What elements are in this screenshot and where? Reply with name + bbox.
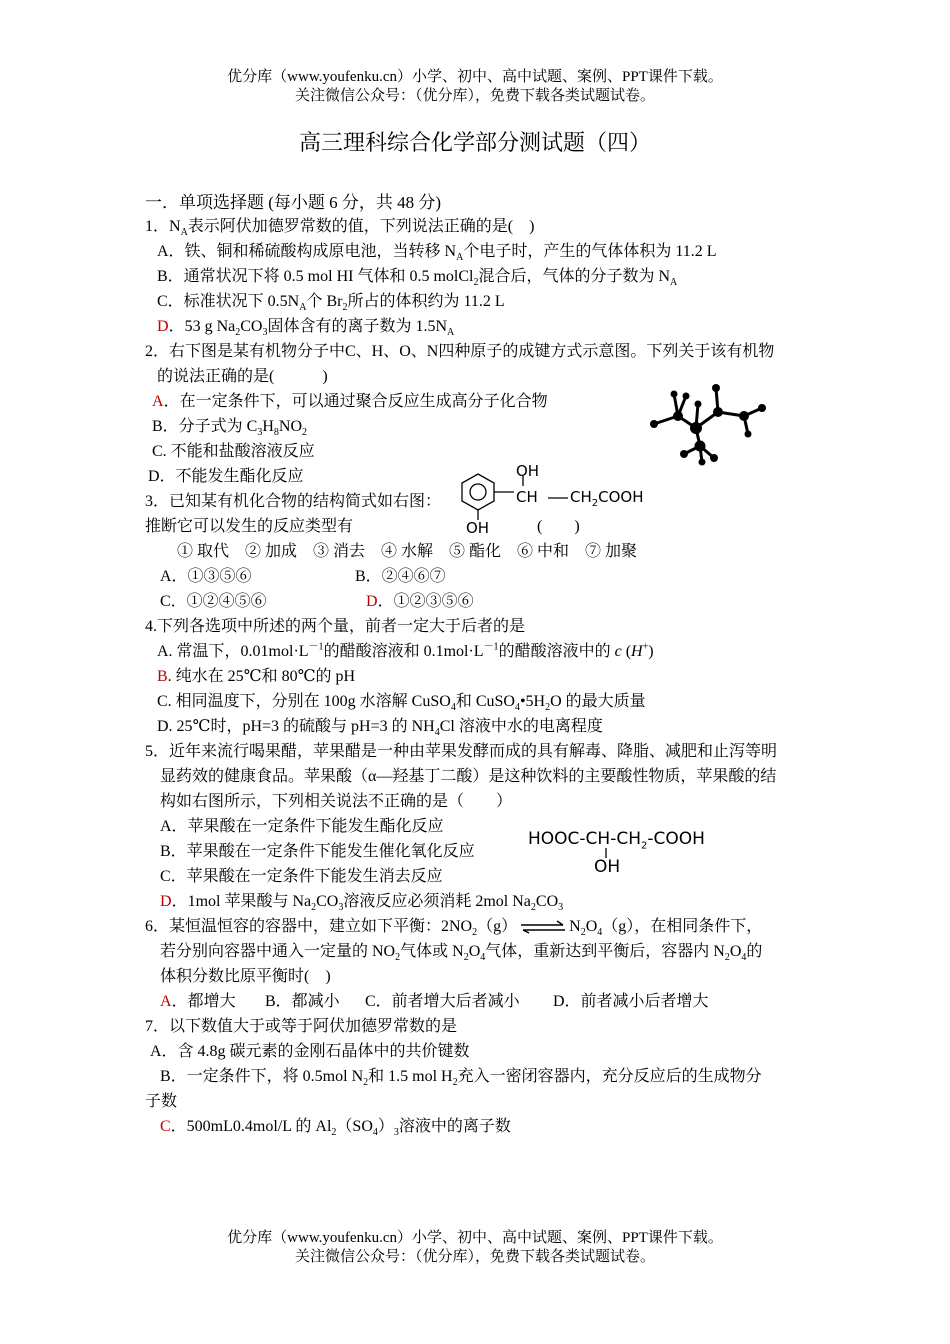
q2-option-c: C. 不能和盐酸溶液反应 <box>152 443 315 460</box>
q3-oh-top: OH <box>516 462 540 480</box>
q3-ch-group: CH <box>516 488 538 506</box>
q3-side-chain: $CH_2COOH$ <box>570 488 644 509</box>
q6-option-b: B．都减小 <box>265 993 340 1010</box>
footer-line-1: 优分库（www.youfenku.cn）小学、初中、高中试题、案例、PPT课件下载。 <box>227 1230 723 1246</box>
q7-option-a: A．含 4.8g 碳元素的金刚石晶体中的共价键数 <box>150 1043 470 1060</box>
equilibrium-arrow-icon <box>519 920 567 934</box>
q2-option-a: A．在一定条件下，可以通过聚合反应生成高分子化合物 <box>152 393 548 410</box>
section-heading: 一．单项选择题 (每小题 6 分，共 48 分) <box>145 193 442 212</box>
q3-option-a: A．①③⑤⑥ <box>160 568 252 585</box>
q5-option-d: D．1mol 苹果酸与 $Na_2CO_3$溶液反应必须消耗 2mol $Na_2CO_3$ <box>160 893 564 914</box>
q4-option-b: B. 纯水在 25℃和 80℃的 pH <box>157 668 356 685</box>
header-line-1: 优分库（www.youfenku.cn）小学、初中、高中试题、案例、PPT课件下载。 <box>227 69 723 85</box>
q5-stem-line-2: 显药效的健康食品。苹果酸（α—羟基丁二酸）是这种饮料的主要酸性物质，苹果酸的结 <box>160 768 777 785</box>
q1-option-c: C．标准状况下 $0.5N_A$个 $Br_2$所占的体积约为 11.2 L <box>157 293 505 314</box>
page-title: 高三理科综合化学部分测试题（四） <box>298 131 651 156</box>
q2-stem-line-2: 的说法正确的是( ) <box>157 368 328 385</box>
q5-stem-line-3: 构如右图所示，下列相关说法不正确的是（ ） <box>160 793 513 810</box>
q1-stem: 1．$N_A$表示阿伏加德罗常数的值，下列说法正确的是( ) <box>145 218 535 239</box>
q5-option-a: A．苹果酸在一定条件下能发生酯化反应 <box>160 818 444 835</box>
ball-stick-model-figure <box>640 380 770 470</box>
q7-stem: 7．以下数值大于或等于阿伏加德罗常数的是 <box>145 1018 458 1035</box>
q5-option-b: B．苹果酸在一定条件下能发生催化氧化反应 <box>160 843 475 860</box>
q1-option-a: A．铁、铜和稀硫酸构成原电池，当转移 $N_A$个电子时，产生的气体体积为 11.2 L <box>157 243 717 264</box>
q4-stem: 4.下列各选项中所述的两个量，前者一定大于后者的是 <box>145 618 526 635</box>
q6-stem-line-3: 体积分数比原平衡时( ) <box>160 968 331 985</box>
q3-stem-line-1: 3．已知某有机化合物的结构简式如右图： <box>145 493 442 510</box>
q6-stem-line-2: 若分别向容器中通入一定量的 $NO_2$气体或 $N_2O_4$气体，重新达到平衡后，容器内 $N_2O_4$的 <box>160 943 763 964</box>
q3-oh-bottom: OH <box>466 519 490 537</box>
malic-acid-oh: OH <box>594 857 621 877</box>
q1-option-d: D．53 g $Na_2CO_3$固体含有的离子数为 $1.5N_A$ <box>157 318 455 339</box>
q4-option-c: C. 相同温度下，分别在 100g 水溶解 CuSO$_4$和 $CuSO_4•5H_2O$ 的最大质量 <box>157 693 646 714</box>
q6-option-c: C．前者增大后者减小 <box>365 993 520 1010</box>
q4-option-d: D. 25℃时，pH=3 的硫酸与 pH=3 的 $NH_4Cl$ 溶液中水的电离程度 <box>157 718 603 739</box>
malic-acid-formula: HOOC-$CH-CH_2$-COOH <box>528 829 705 852</box>
q7-option-c: C．500mL0.4mol/L 的 $Al_2(SO_4)_3$溶液中的离子数 <box>160 1118 511 1139</box>
q2-option-b: B．分子式为 $C_3H_8NO_2$ <box>152 418 308 439</box>
q2-stem-line-1: 2．右下图是某有机物分子中C、H、O、N四种原子的成键方式示意图。下列关于该有机物 <box>145 343 775 360</box>
q3-option-c: C．①②④⑤⑥ <box>160 593 267 610</box>
q6-stem-line-1: 6．某恒温恒容的容器中，建立如下平衡：$2NO_2(g)$ $N_2O_4(g)$，在相同条件下， <box>145 918 763 939</box>
header-line-2: 关注微信公众号：（优分库），免费下载各类试题试卷。 <box>294 88 655 104</box>
q7-option-b-cont: 子数 <box>145 1093 178 1110</box>
q6-option-a: A．都增大 <box>160 993 236 1010</box>
q3-option-d: D．①②③⑤⑥ <box>366 593 474 610</box>
q4-option-a: A. 常温下，$0.01mol\cdot L^{-1}$的醋酸溶液和 $0.1mol\cdot L^{-1}$的醋酸溶液中的 c (H+) <box>157 641 654 660</box>
q3-stem-line-2: 推断它可以发生的反应类型有 <box>145 518 354 535</box>
q5-stem-line-1: 5．近年来流行喝果醋，苹果醋是一种由苹果发酵而成的具有解毒、降脂、减肥和止泻等明 <box>145 743 778 760</box>
q7-option-b: B．一定条件下，将 0.5mol $N_2$和 1.5 mol $H_2$充入一密闭容器内，充分反应后的生成物分 <box>160 1068 762 1089</box>
q3-answer-paren: ( ) <box>537 518 580 535</box>
q2-option-d: D．不能发生酯化反应 <box>148 468 304 485</box>
q1-option-b: B．通常状况下将 0.5 mol HI 气体和 0.5 molCl$_2$混合后，气体的分子数为 $N_A$ <box>157 268 678 289</box>
q3-option-b: B．②④⑥⑦ <box>355 568 446 585</box>
q3-reaction-types: ① 取代 ② 加成 ③ 消去 ④ 水解 ⑤ 酯化 ⑥ 中和 ⑦ 加聚 <box>177 543 638 560</box>
q5-option-c: C．苹果酸在一定条件下能发生消去反应 <box>160 868 443 885</box>
footer-line-2: 关注微信公众号：（优分库），免费下载各类试题试卷。 <box>294 1249 655 1265</box>
q6-option-d: D．前者减小后者增大 <box>553 993 709 1010</box>
